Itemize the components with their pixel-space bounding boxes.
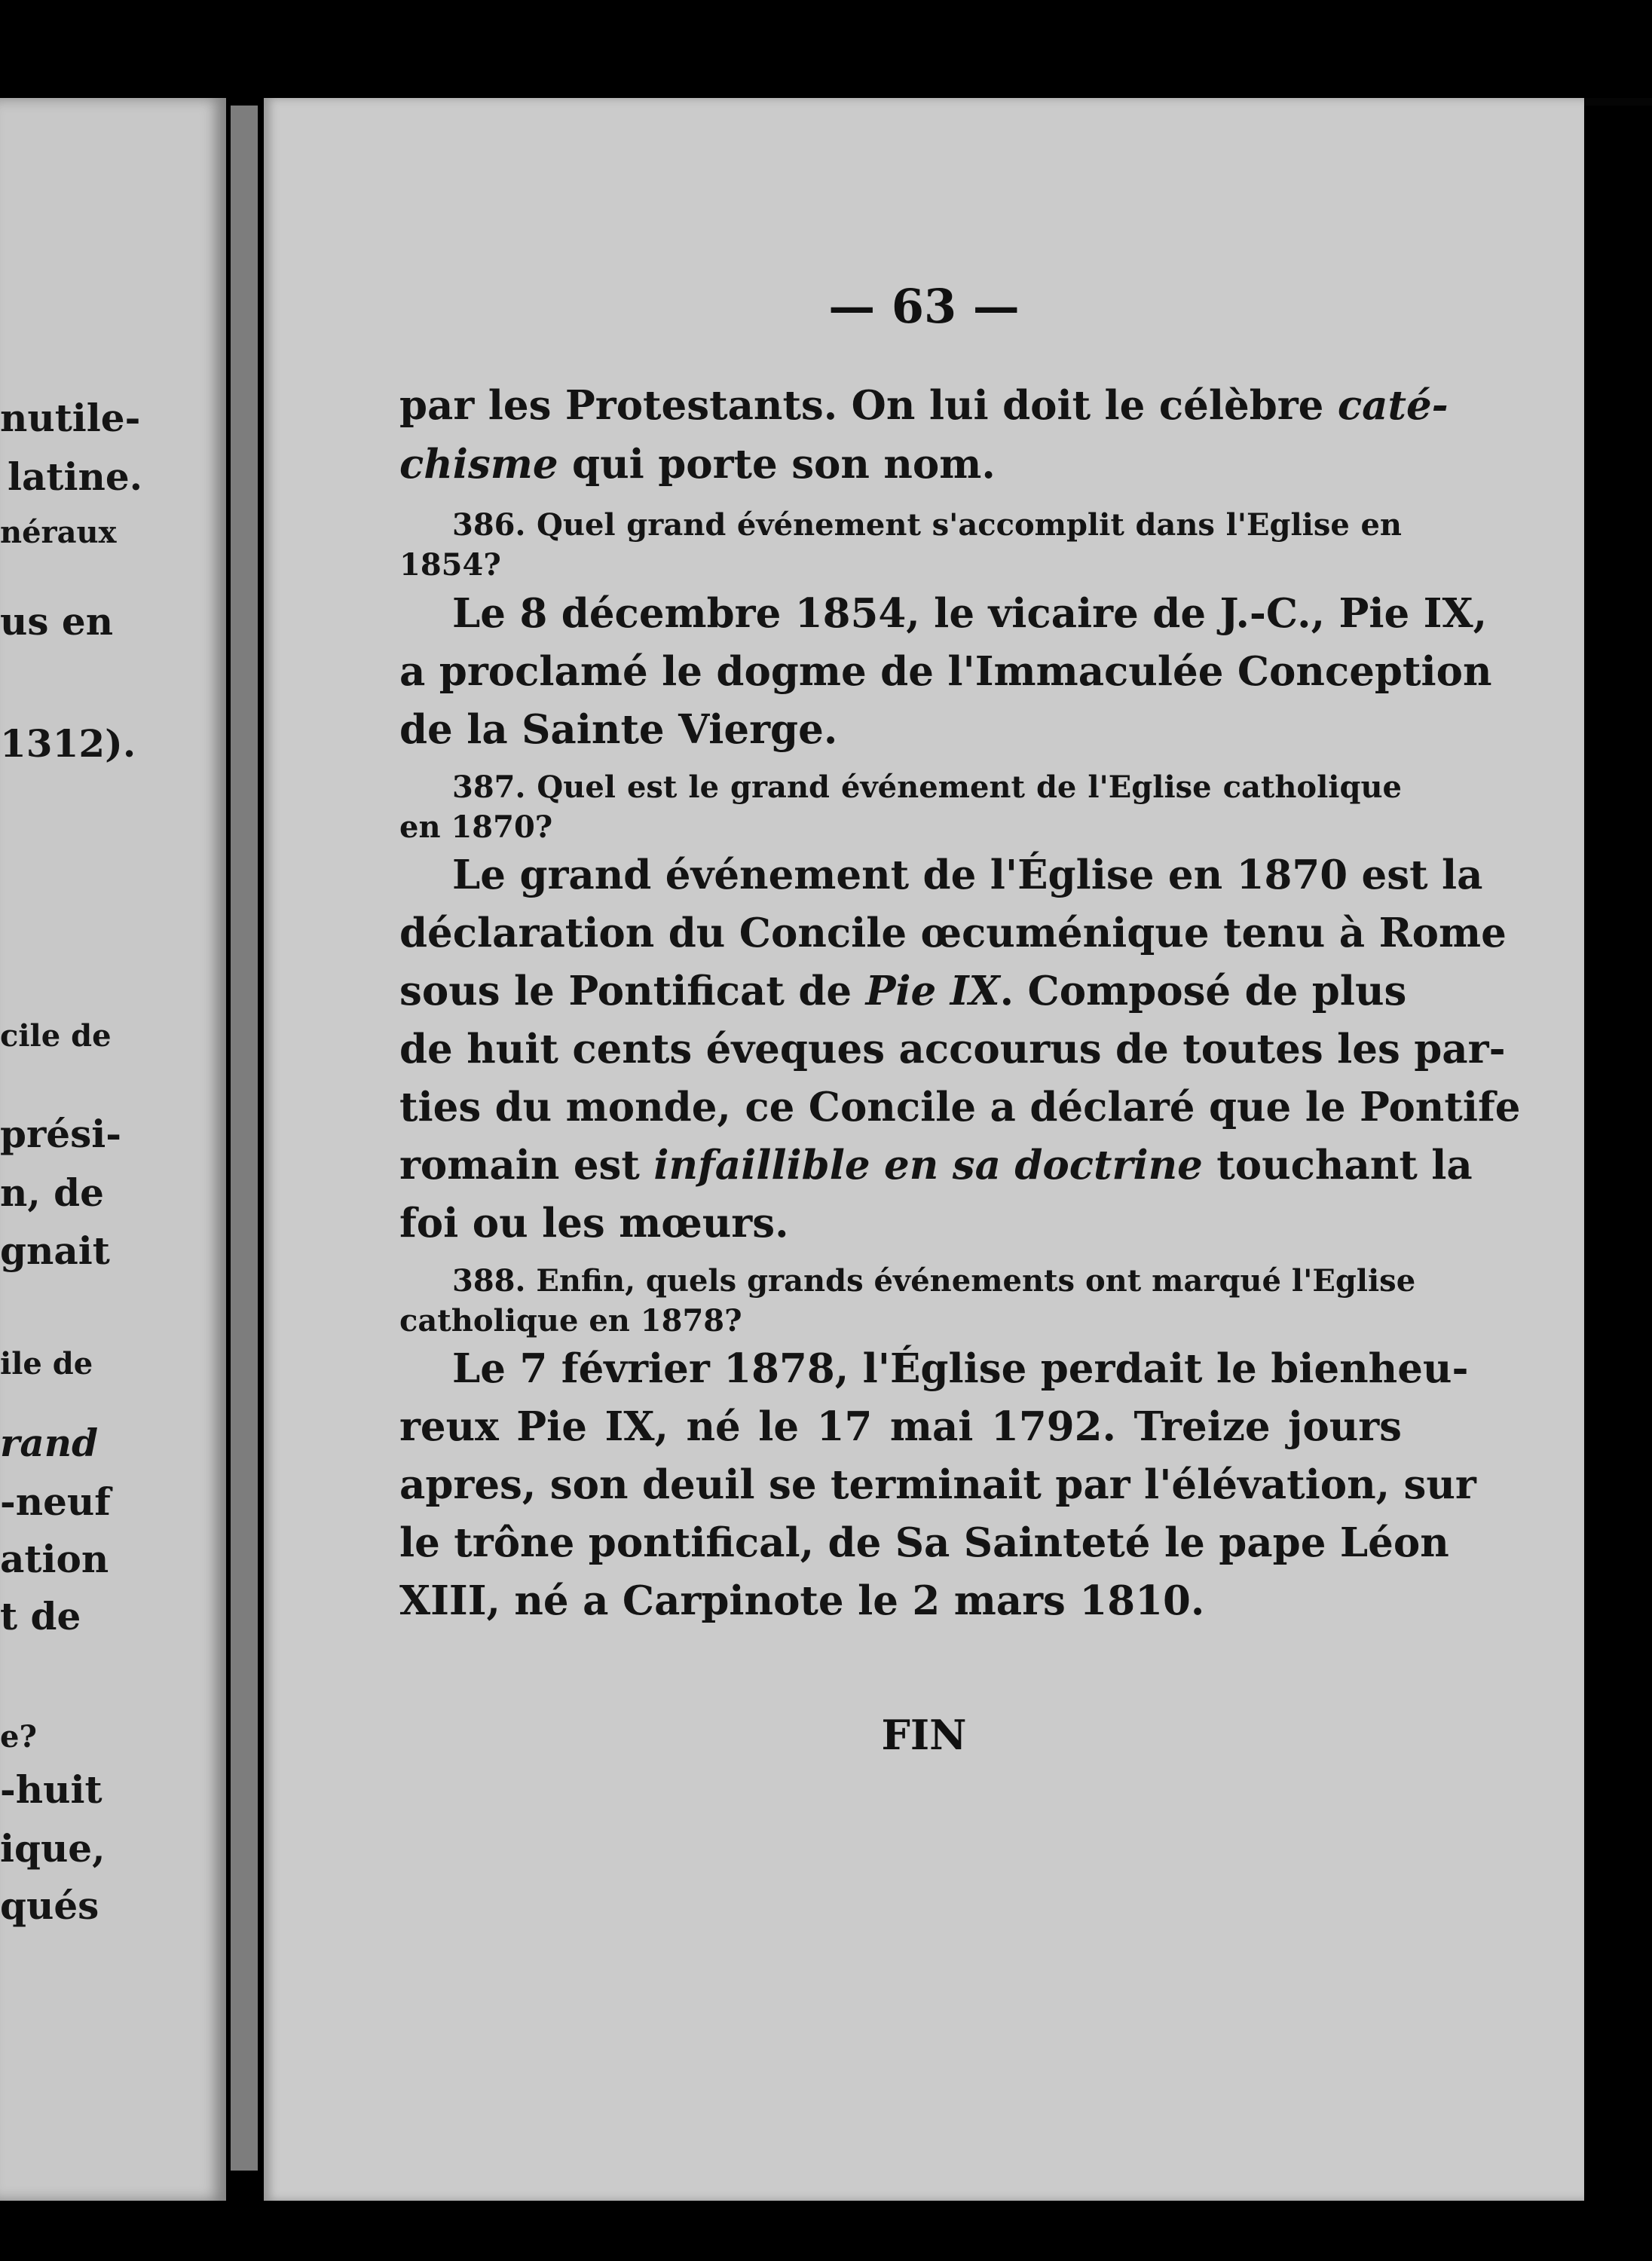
italic-run: Pie IX xyxy=(865,968,1000,1014)
question-386-line: 386. Quel grand événement s'accomplit dans l'Eglise en xyxy=(452,507,1402,543)
answer-387-line: Le grand événement de l'Église en 1870 est la xyxy=(452,852,1483,898)
left-line: qués xyxy=(0,1883,99,1928)
italic-run: caté- xyxy=(1337,382,1449,429)
answer-388-line: le trône pontifical, de Sa Sainteté le pape Léon xyxy=(399,1519,1449,1566)
text-line xyxy=(399,441,1402,488)
text-run: par les Protestants. On lui doit le célèbre xyxy=(399,382,1338,429)
scan-bottom-border xyxy=(0,2201,1652,2261)
text-run: sous le Pontificat de xyxy=(399,968,866,1014)
italic-run: chisme xyxy=(399,441,558,488)
page-number: — 63 — xyxy=(828,279,1020,334)
answer-387-line xyxy=(399,968,1407,1014)
question-387-line: en 1870? xyxy=(399,809,553,845)
gutter-shadow-strip xyxy=(231,106,258,2171)
question-388-line: 388. Enfin, quels grands événements ont marqué l'Eglise xyxy=(452,1263,1416,1299)
left-line: 1312). xyxy=(0,721,136,766)
question-387-line: 387. Quel est le grand événement de l'Eglise catholique xyxy=(452,769,1402,805)
answer-388-line: Le 7 février 1878, l'Église perdait le bienheu- xyxy=(452,1345,1469,1392)
main-page xyxy=(264,98,1584,2201)
answer-388-line: apres, son deuil se terminait par l'élévation, sur xyxy=(399,1461,1476,1508)
question-388-line: catholique en 1878? xyxy=(399,1303,742,1339)
italic-run: infaillible en sa doctrine xyxy=(653,1142,1203,1189)
left-line: -huit xyxy=(0,1767,102,1812)
answer-387-line: déclaration du Concile œcuménique tenu à Rome xyxy=(399,910,1507,956)
scan-right-border xyxy=(1584,106,1652,2261)
answer-387-line: ties du monde, ce Concile a déclaré que le Pontife xyxy=(399,1084,1521,1130)
answer-388-line: XIII, né a Carpinote le 2 mars 1810. xyxy=(399,1577,1205,1624)
left-line: gnait xyxy=(0,1228,110,1273)
answer-386-line: a proclamé le dogme de l'Immaculée Conception xyxy=(399,648,1492,695)
left-line: us en xyxy=(0,599,114,644)
left-line: ation xyxy=(0,1537,109,1581)
question-386-line: 1854? xyxy=(399,547,501,583)
answer-387-line: foi ou les mœurs. xyxy=(399,1200,789,1247)
left-line: n, de xyxy=(0,1170,104,1215)
answer-386-line: de la Sainte Vierge. xyxy=(399,706,838,753)
answer-386-line: Le 8 décembre 1854, le vicaire de J.-C., Pie IX, xyxy=(452,590,1488,637)
left-line: t de xyxy=(0,1594,81,1638)
end-marker: FIN xyxy=(881,1711,967,1759)
left-line: e? xyxy=(0,1719,37,1755)
left-line: nutile- xyxy=(0,396,141,440)
left-line: rand xyxy=(0,1421,99,1465)
left-line: cile de xyxy=(0,1018,112,1054)
scan-top-border xyxy=(0,0,1652,98)
left-line: prési- xyxy=(0,1112,122,1156)
left-line: ique, xyxy=(0,1826,106,1871)
text-run: touchant la xyxy=(1202,1142,1473,1189)
previous-page-fragment xyxy=(0,98,226,2201)
text-run: qui porte son nom. xyxy=(558,441,996,488)
left-line: néraux xyxy=(0,515,117,550)
answer-387-line: de huit cents éveques accourus de toutes les par- xyxy=(399,1026,1506,1072)
left-line: latine. xyxy=(8,454,143,499)
text-run: . Composé de plus xyxy=(999,968,1407,1014)
left-line: -neuf xyxy=(0,1479,111,1524)
text-run: romain est xyxy=(399,1142,654,1189)
answer-388-line: reux Pie IX, né le 17 mai 1792. Treize jours xyxy=(399,1403,1402,1450)
text-line xyxy=(399,382,1449,429)
answer-387-line xyxy=(399,1142,1473,1189)
left-line: ile de xyxy=(0,1346,93,1381)
